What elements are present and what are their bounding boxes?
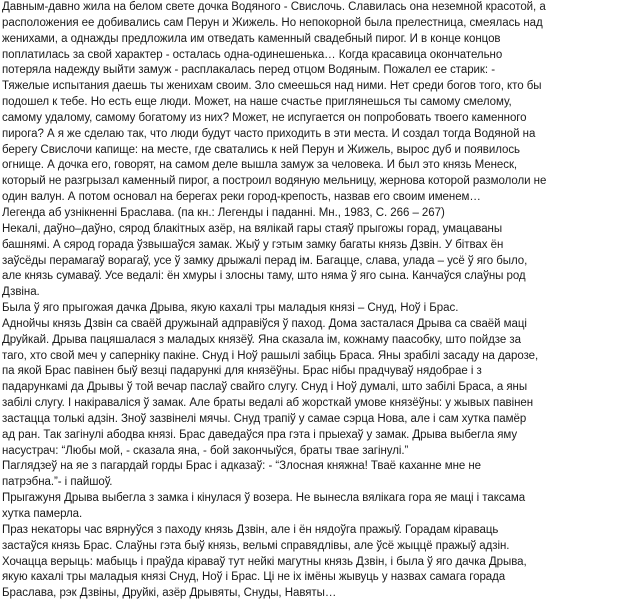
text-line: Давным-давно жила на белом свете дочка Водяного - Свислочь. Славилась она неземной красотой, а <box>2 1 546 13</box>
text-line: Тяжелые испытания даешь ты женихам своим. Зло смеешься над ними. Нет среди богов того, кто бы <box>2 80 542 93</box>
legend-paragraph-braslav-return <box>2 523 633 602</box>
text-line: Паглядзеў на яе з пагардай горды Брас і адказаў: - “Злосная княжна! Тваё каханне мне не <box>2 460 482 473</box>
text-line: Браслава, рэк Дзвіны, Друйкі, азёр Дрывяты, Снуды, Навяты… <box>2 587 337 600</box>
legend-paragraph-braslav-daughter <box>2 301 633 317</box>
text-line: Праз некаторы час вярнуўся з паходу князь Дзвін, але і ён нядоўга пражыў. Горадам кіраваць <box>2 523 499 536</box>
text-line: который не разгрызал каменный пирог, а построил водяную мельницу, жернова которой размололи не <box>2 175 547 188</box>
text-line: але князь сумаваў. Усе ведалі: ён хмуры і злосны таму, што няма ў яго сына. Канчаўся слаўны род <box>2 270 526 283</box>
legend-paragraph-braslav-campaign <box>2 317 633 460</box>
text-line: Некалі, даўно–даўно, сярод блакітных азёр, на вялікай гары стаяў прыгожы горад, умацаваны <box>2 222 503 235</box>
source-citation <box>2 206 633 222</box>
text-line: поплатилась за свой характер - осталась одна-одинешенька… Когда красавица окончательно <box>2 48 503 61</box>
legend-paragraph-braslav-intro <box>2 222 633 301</box>
text-line: башнямі. А сярод горада ўзвышаўся замак. Жыў у гэтым замку багаты князь Дзвін. У бітвах ён <box>2 238 504 251</box>
text-line: пирога? А я же сделаю так, что люди будут часто приходить в эти места. И создал тогда Водяной на <box>2 127 536 140</box>
text-line: расположения ее добивались сам Перун и Жижель. Но непокорной была прелестница, смеялась над <box>2 16 543 29</box>
text-line: якую кахалі тры маладыя князі Снуд, Ноў і Брас. Ці не іх імёны жывуць у назвах самага горада <box>2 571 506 584</box>
text-line: патрэбна.”- і пайшоў. <box>2 476 113 489</box>
text-line: падарункамі да Дрывы ў той вечар паслаў свайго слугу. Снуд і Ноў думалі, што забілі Браса, а яны <box>2 381 528 394</box>
legend-paragraph-braslav-lake <box>2 491 633 523</box>
text-line: женихами, а однажды предложила им отведать каменный свадебный пирог. И в конце концов <box>2 32 501 45</box>
text-line: один валун. А потом основал на берегах реки город-крепость, назвав его своим именем… <box>2 191 481 204</box>
legend-paragraph-vodyanoy <box>2 0 633 206</box>
text-line: застаўся князь Брас. Слаўны гэта быў князь, вельмі справядлівы, але ўсё жыццё пражыў адзін. <box>2 539 510 552</box>
text-line: Прыгажуня Дрыва выбегла з замка і кінулася ў возера. Не вынесла вялікага гора яе маці і таксама <box>2 492 526 505</box>
text-line: потеряла надежду выйти замуж - расплакалась перед отцом Водяным. Пожалел ее старик: - <box>2 64 495 77</box>
text-line: застацца толькі адзін. Зноў зазвінелі мячы. Снуд трапіў у самае сэрца Нова, але і сам хутка памёр <box>2 412 527 425</box>
text-line: забілі слугу. І накіраваліся ў замак. Але браты ведалі аб жорсткай умове князёўны: у жывых павінен <box>2 397 534 410</box>
text-line: огнище. А дочка его, говорят, на самом деле вышла замуж за человека. И был это князь Менеск, <box>2 159 518 172</box>
text-line: па якой Брас павінен быў везці падарункі для князёўны. Брас нібы прадчуваў нядобрае і з <box>2 365 482 378</box>
text-line: берегу Свислочи капище: на месте, где сватались к ней Перун и Жижель, вырос дуб и появилось <box>2 143 520 156</box>
text-line: Была ў яго прыгожая дачка Дрыва, якую кахалі тры маладыя князі – Снуд, Ноў і Брас. <box>2 302 459 315</box>
text-line: Друйкай. Дрыва пацяшалася з маладых князёў. Яна сказала ім, кожнаму паасобку, што пойдзе за <box>2 333 521 346</box>
text-line: подошел к тебе. Но есть еще люди. Может, на наше счастье приглянешься ты самому смелому, <box>2 96 512 109</box>
text-line: ад ран. Так загінулі абодва князі. Брас даведаўся пра гэта і прыехаў у замак. Дрыва выбегла яму <box>2 428 518 441</box>
text-line: самому удалому, самому богатому из них? Может, не испугается он попробовать твоего каменного <box>2 111 527 124</box>
text-line: насустрач: “Любы мой, - сказала яна, - бой закончыўся, браты твае загінулі.” <box>2 444 409 457</box>
text-line: Хочацца верыць: мабыць і праўда кіраваў тут нейкі магутны князь Дзвін, і была ў яго дачка Дрыва, <box>2 555 527 568</box>
legend-paragraph-braslav-reply <box>2 459 633 491</box>
text-line: Легенда аб узнікненні Браслава. (па кн.: Легенды і паданні. Мн., 1983, С. 266 – 267) <box>2 206 445 219</box>
text-line: Аднойчы князь Дзвін са сваёй дружынай адправіўся ў паход. Дома засталася Дрыва са сваёй маці <box>2 317 527 330</box>
text-line: Дзвіна. <box>2 286 40 299</box>
text-line: хутка памерла. <box>2 508 83 520</box>
text-line: заўсёды перамагаў ворагаў, усе ў замку дрыжалі перад ім. Багацце, слава, улада – усё ў яго было, <box>2 254 528 267</box>
text-line: таго, хто свой меч у саперніку пакіне. Снуд і Ноў рашылі забіць Браса. Яны зрабілі засаду на дарозе, <box>2 349 539 362</box>
